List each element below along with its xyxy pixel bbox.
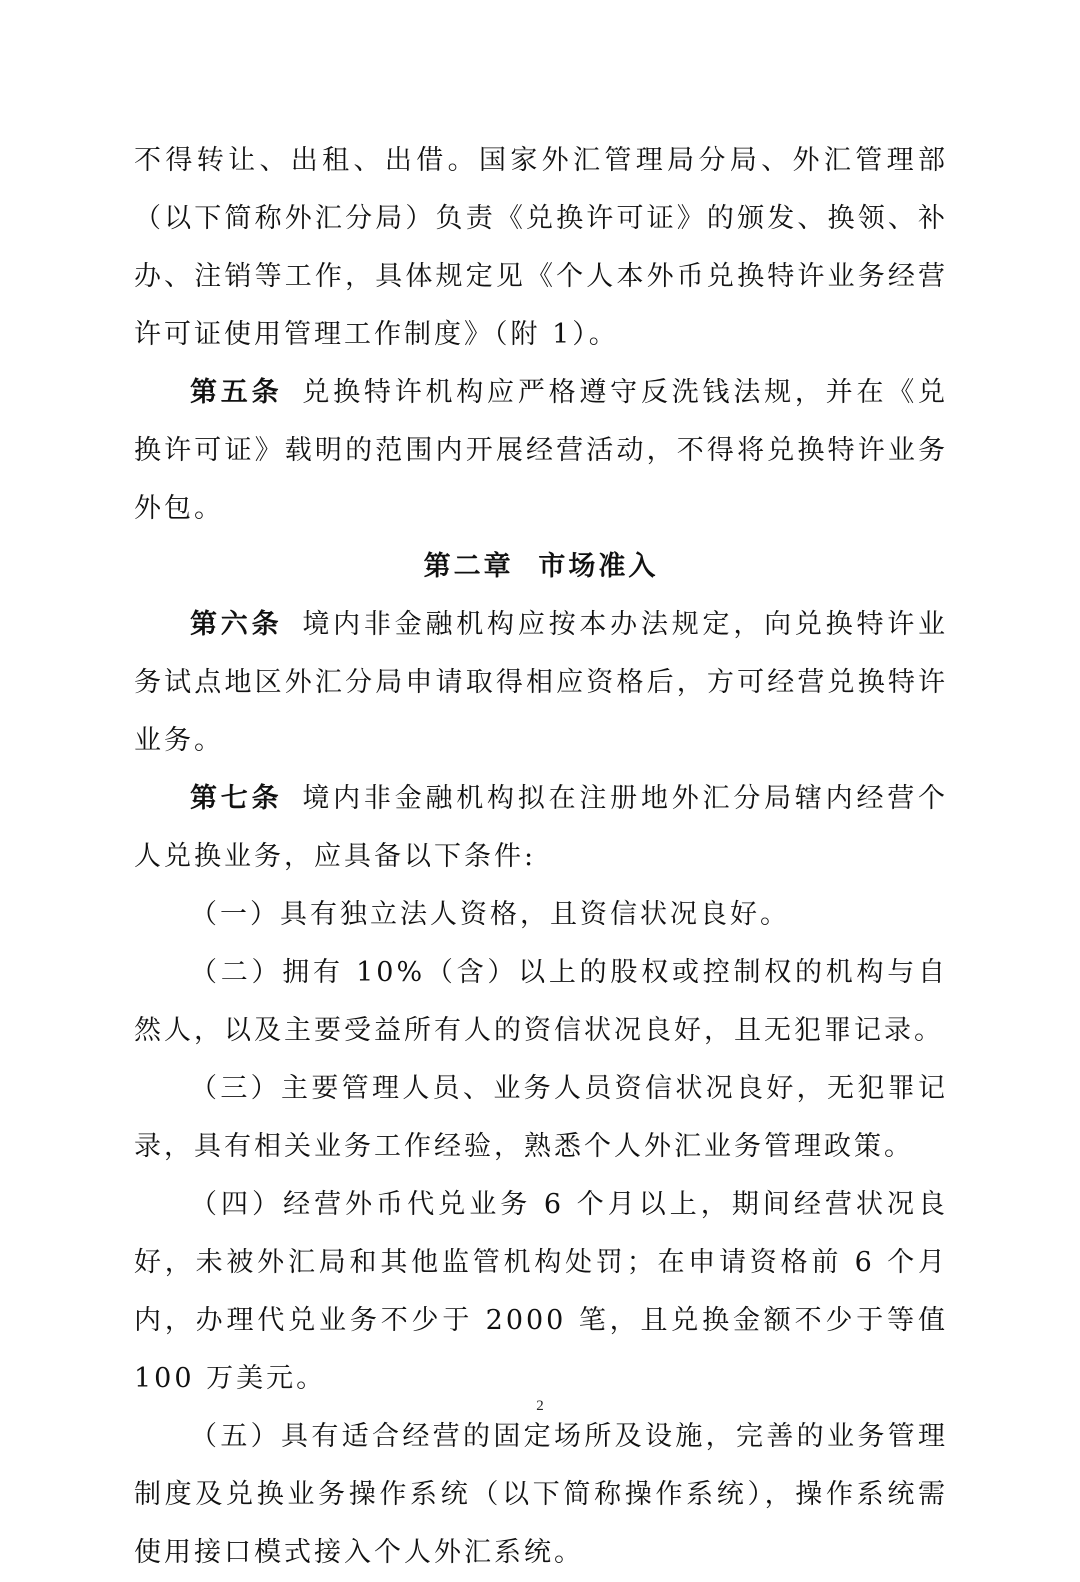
condition-item-3	[134, 1060, 948, 1176]
condition-text: （三）主要管理人员、业务人员资信状况良好，无犯罪记录，具有相关业务工作经验，熟悉个人外汇业务管理政策。	[134, 1073, 948, 1162]
condition-item-5	[134, 1408, 948, 1582]
document-body	[134, 132, 948, 1582]
chapter-title	[134, 538, 948, 596]
article-label: 第六条	[190, 609, 283, 640]
condition-text: （二）拥有 10%（含）以上的股权或控制权的机构与自然人，以及主要受益所有人的资信状况良好，且无犯罪记录。	[134, 957, 948, 1046]
paragraph-continuation	[134, 132, 948, 364]
condition-text: （一）具有独立法人资格，且资信状况良好。	[190, 899, 790, 930]
chapter-heading-text: 第二章 市场准入	[423, 551, 659, 582]
article-text: 兑换特许机构应严格遵守反洗钱法规，并在《兑换许可证》载明的范围内开展经营活动，不得将兑换特许业务外包。	[134, 377, 949, 524]
paragraph-text: 不得转让、出租、出借。国家外汇管理局分局、外汇管理部（以下简称外汇分局）负责《兑换许可证》的颁发、换领、补办、注销等工作，具体规定见《个人本外币兑换特许业务经营许可证使用管理工作制度》（附 1）。	[134, 145, 948, 350]
article-label: 第五条	[190, 377, 283, 408]
article-6	[134, 596, 948, 770]
article-7	[134, 770, 948, 886]
article-5	[134, 364, 948, 538]
page-number: 2	[536, 1398, 544, 1414]
article-label: 第七条	[190, 783, 283, 814]
article-text: 境内非金融机构拟在注册地外汇分局辖内经营个人兑换业务，应具备以下条件:	[134, 783, 949, 872]
condition-text: （五）具有适合经营的固定场所及设施，完善的业务管理制度及兑换业务操作系统（以下简称操作系统），操作系统需使用接口模式接入个人外汇系统。	[134, 1421, 948, 1568]
condition-text: （四）经营外币代兑业务 6 个月以上，期间经营状况良好，未被外汇局和其他监管机构处罚；在申请资格前 6 个月内，办理代兑业务不少于 2000 笔，且兑换金额不少于等值 100 万美元。	[134, 1189, 948, 1394]
condition-item-2	[134, 944, 948, 1060]
condition-item-4	[134, 1176, 948, 1408]
condition-item-1	[134, 886, 948, 944]
article-text: 境内非金融机构应按本办法规定，向兑换特许业务试点地区外汇分局申请取得相应资格后，方可经营兑换特许业务。	[134, 609, 949, 756]
